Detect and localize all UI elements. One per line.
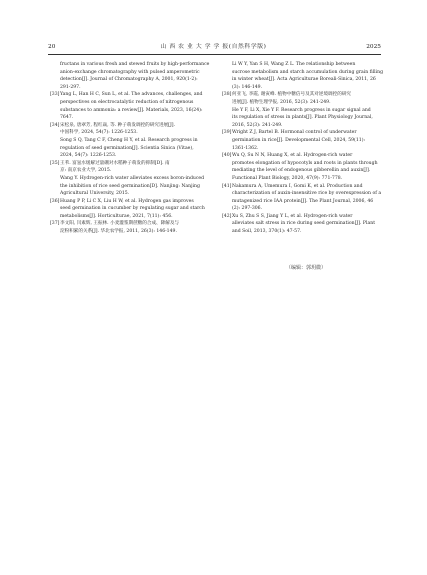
reference-line: 京: 南京农业大学, 2015.	[60, 168, 112, 174]
reference-item	[222, 213, 390, 236]
reference-line: Wang Y. Hydrogen-rich water alleviates excess boron-induced	[60, 175, 205, 181]
reference-line: promotes elongation of hypocotyls and roots in plants through	[232, 160, 378, 166]
reference-item	[222, 61, 390, 91]
reference-item	[222, 129, 390, 152]
reference-line: perspectives on electrocatalytic reduction of nitrogenous	[60, 99, 194, 105]
reference-line: metabolisms[J]. Horticulturae, 2021, 7(11): 456.	[60, 213, 173, 219]
reference-line: 中国科学, 2024, 54(7): 1226-1253.	[60, 130, 138, 136]
references-left-column	[50, 61, 218, 236]
reference-line: detection[J]. Journal of Chromatography A, 2001, 920(1-2):	[60, 77, 198, 83]
reference-line: the inhibition of rice seed germination[D]. Nanjing: Nanjing	[60, 183, 200, 189]
reference-number: [33]	[50, 92, 60, 98]
reference-item	[222, 152, 390, 182]
reference-item	[50, 160, 218, 198]
reference-number: [42]	[222, 213, 232, 219]
reference-number: [38]	[222, 92, 232, 98]
reference-item	[50, 122, 218, 160]
reference-line: 李文阳, 闫素辉, 王振林. 小麦灌浆期蔗糖的合成、降解及与	[60, 221, 180, 227]
reference-line: Agricultural University, 2015.	[60, 191, 130, 197]
reference-line: characterization of auxin-insensitive rice by overexpression of a	[232, 191, 382, 197]
reference-line: sucrose metabolism and starch accumulation during grain filling	[232, 69, 384, 75]
running-header	[40, 40, 387, 54]
reference-line: anion-exchange chromatography with pulsed amperometric	[60, 69, 200, 75]
reference-line: 淀粉积累的关系[J]. 华北农学报, 2011, 26(3): 146-149.	[60, 229, 177, 235]
reference-line: 1361-1362.	[232, 145, 259, 151]
reference-line: Functional Plant Biology, 2020, 47(9): 771-778.	[232, 175, 343, 181]
reference-line: Xu S, Zhu S S, Jiang Y L, et al. Hydrogen-rich water	[232, 213, 353, 219]
reference-line: 291-297.	[60, 84, 81, 90]
reference-number: [37]	[50, 221, 60, 227]
reference-line: Song S Q, Tang C F, Cheng H Y, et al. Research progress in	[60, 137, 198, 143]
reference-line: 进展[J]. 植物生理学报, 2016, 52(3): 241-249.	[232, 99, 331, 105]
reference-line: alleviates salt stress in rice during seed germination[J]. Plant	[232, 221, 376, 227]
reference-line: germination in rice[J]. Developmental Cell, 2024, 59(11):	[232, 137, 366, 143]
reference-line: (2): 297-306.	[232, 206, 263, 212]
reference-line: 2016, 52(3): 241-249.	[232, 122, 283, 128]
reference-line: (3): 146-149.	[232, 84, 263, 90]
reference-line: its regulation of stress in plants[J]. Plant Physiology Journal,	[232, 115, 373, 121]
reference-item	[50, 220, 218, 235]
reference-number: [39]	[222, 130, 232, 136]
editor-note: （编辑：郭玥微）	[285, 265, 326, 271]
reference-line: fructans in various fresh and stewed fruits by high-performance	[60, 62, 210, 67]
reference-number: [36]	[50, 198, 60, 204]
reference-number: [34]	[50, 122, 60, 128]
reference-line: in winter wheat[J]. Acta Agriculturae Boreali-Sinica, 2011, 26	[232, 77, 376, 83]
reference-line: Yang L, Han H C, Sun L, et al. The advances, challenges, and	[60, 92, 203, 98]
reference-item	[50, 61, 218, 91]
reference-line: 王苇. 富氢水缓解过量硼对水稻种子萌发的抑制[D]. 南	[60, 160, 170, 166]
reference-line: He Y F, Li X, Xie Y F. Research progress in sugar signal and	[232, 107, 371, 113]
reference-line: Wright Z J, Bartel B. Hormonal control of underwater	[232, 130, 357, 136]
reference-line: regulation of seed germination[J]. Scientia Sinica (Vitae),	[60, 145, 194, 151]
reference-line: mediating the level of endogenous gibberellin and auxin[J].	[232, 168, 371, 174]
reference-number: [40]	[222, 153, 232, 159]
reference-item	[222, 183, 390, 213]
reference-line: Nakamura A, Umemura I, Gomi K, et al. Production and	[232, 183, 363, 189]
reference-line: mutagenized rice IAA protein[J]. The Plant Journal, 2006, 46	[232, 198, 374, 204]
reference-item	[50, 198, 218, 221]
page-number: 20	[48, 44, 56, 50]
reference-item	[50, 91, 218, 121]
reference-line: substances to ammonia: a review[J]. Materials, 2023, 16(24):	[60, 107, 203, 113]
reference-line: Li W Y, Yan S H, Wang Z L. The relationship between	[232, 62, 356, 67]
reference-number: [35]	[50, 160, 60, 166]
reference-line: 2024, 54(7): 1226-1253.	[60, 153, 117, 159]
reference-line: seed germination in cucumber by regulating sugar and starch	[60, 206, 205, 212]
references-right-column	[222, 61, 390, 236]
reference-line: Huang P P, Li C X, Liu H W, et al. Hydrogen gas improves	[60, 198, 194, 204]
reference-number: [41]	[222, 183, 232, 189]
reference-item	[222, 91, 390, 129]
journal-title: 山 西 农 业 大 学 学 报(自然科学版)	[160, 44, 267, 50]
reference-line: and Soil, 2013, 370(1): 47-57.	[232, 229, 302, 235]
header-year: 2025	[366, 44, 381, 50]
header-divider	[48, 54, 381, 55]
reference-line: 7647.	[60, 115, 74, 121]
reference-line: 何亚飞, 李霞, 谢寅峰. 植物中糖信号及其对逆境调控的研究	[232, 92, 352, 98]
reference-line: Wu Q, Su N N, Huang X, et al. Hydrogen-rich water	[232, 153, 353, 159]
reference-line: 宋松泉, 唐翠芳, 程红焱, 等. 种子萌发调控的研究进展[J].	[60, 122, 176, 128]
